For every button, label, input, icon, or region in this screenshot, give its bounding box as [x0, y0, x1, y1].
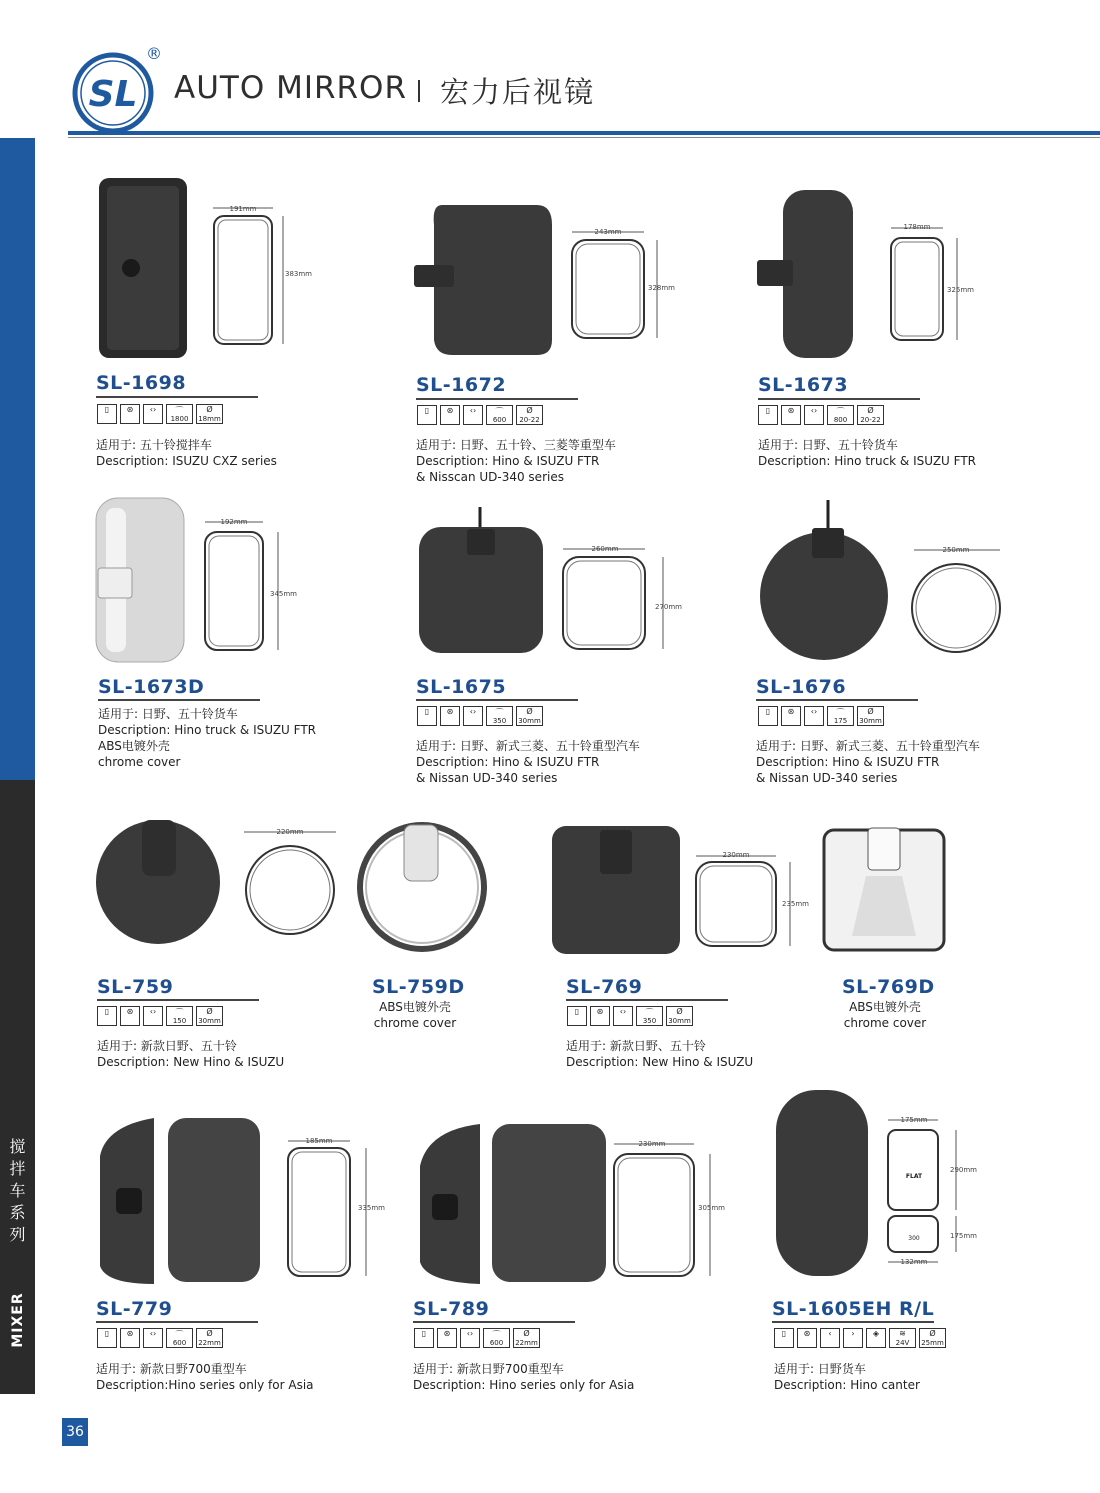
description-sl-759d: ABS电镀外壳 chrome cover	[373, 1000, 457, 1030]
right-arrow-icon: ›	[843, 1328, 863, 1348]
dim-height-sl-1698: 383mm	[285, 270, 312, 278]
description-sl-779: 适用于: 新款日野700重型车 Description:Hino series only for Asia	[96, 1362, 314, 1392]
description-sl-769d: ABS电镀外壳 chrome cover	[843, 1000, 927, 1030]
mirror-image-sl-779	[96, 1116, 396, 1286]
curvature-icon: ⌒ 600	[486, 405, 513, 425]
sidebar-category-en: MIXER	[10, 1292, 26, 1348]
description-sl-1675: 适用于: 日野、新式三菱、五十铃重型汽车 Description: Hino & ISUZU FTR & Nissan UD-340 series	[416, 739, 640, 785]
mirror-face-icon: ▯	[567, 1006, 587, 1026]
model-underline	[416, 398, 578, 400]
steering-icon: ⊛	[781, 706, 801, 726]
spec-icons-sl-1675	[417, 706, 543, 726]
description-sl-759: 适用于: 新款日野、五十铃 Description: New Hino & ISUZU	[97, 1039, 285, 1069]
mirror-face-icon: ▯	[414, 1328, 434, 1348]
sidebar-char: 车	[9, 1181, 26, 1200]
mirror-face-icon: ▯	[417, 405, 437, 425]
dim-width-sl-769: 230mm	[722, 851, 750, 859]
mirror-image-sl-1605eh	[774, 1088, 994, 1280]
registered-mark: ®	[146, 44, 162, 63]
model-underline	[97, 999, 259, 1001]
mirror-image-sl-1675	[415, 505, 685, 657]
diameter-icon: Ø 30mm	[196, 1006, 223, 1026]
model-sl-759: SL-759	[97, 976, 174, 998]
steering-icon: ⊛	[440, 405, 460, 425]
model-underline	[96, 396, 258, 398]
adjust-arrows-icon: ‹›	[460, 1328, 480, 1348]
model-sl-1676: SL-1676	[756, 676, 847, 698]
spec-icons-sl-1672	[417, 405, 543, 425]
mirror-image-sl-1676	[760, 498, 1010, 666]
curvature-icon: ⌒ 350	[636, 1006, 663, 1026]
dim-width-sl-1673: 178mm	[903, 223, 931, 231]
adjust-arrows-icon: ‹›	[613, 1006, 633, 1026]
model-underline	[413, 1321, 575, 1323]
description-sl-789: 适用于: 新款日野700重型车 Description: Hino series only for Asia	[413, 1362, 635, 1392]
steering-icon: ⊛	[120, 1006, 140, 1026]
dim-width-sl-779: 185mm	[305, 1137, 333, 1145]
adjust-arrows-icon: ‹›	[143, 404, 163, 424]
dim-height-sl-1673: 325mm	[947, 286, 974, 294]
steering-icon: ⊛	[120, 404, 140, 424]
diameter-icon: Ø 30mm	[857, 706, 884, 726]
model-sl-769d: SL-769D	[842, 976, 935, 998]
model-sl-1675: SL-1675	[416, 676, 507, 698]
dim-width-bottom: 132mm	[900, 1258, 928, 1266]
mirror-image-sl-759	[96, 818, 346, 948]
mirror-face-icon: ▯	[758, 405, 778, 425]
header-rule	[68, 131, 1100, 135]
dim-height-sl-1672: 328mm	[648, 284, 675, 292]
header-rule-thin	[68, 137, 1100, 138]
left-arrow-icon: ‹	[820, 1328, 840, 1348]
logo-text: SL	[88, 74, 138, 115]
diameter-icon: Ø 25mm	[919, 1328, 946, 1348]
model-underline	[772, 1321, 934, 1323]
curvature-icon: ⌒ 150	[166, 1006, 193, 1026]
brand-en: AUTO MIRROR	[174, 70, 407, 106]
adjust-arrows-icon: ‹›	[804, 706, 824, 726]
model-sl-759d: SL-759D	[372, 976, 465, 998]
model-underline	[756, 699, 918, 701]
spec-icons-sl-1605eh	[774, 1328, 946, 1348]
mirror-image-sl-759d	[352, 823, 494, 953]
mirror-face-icon: ▯	[97, 404, 117, 424]
model-underline	[416, 699, 578, 701]
mirror-image-sl-1673d	[92, 496, 312, 666]
diameter-icon: Ø 30mm	[516, 706, 543, 726]
dim-height-sl-779: 335mm	[358, 1204, 385, 1212]
mirror-image-sl-1672	[412, 200, 682, 360]
model-sl-779: SL-779	[96, 1298, 173, 1320]
dim-diameter-sl-1676: 250mm	[942, 546, 970, 554]
dim-width-sl-1673d: 192mm	[220, 518, 248, 526]
description-sl-1676: 适用于: 日野、新式三菱、五十铃重型汽车 Description: Hino & ISUZU FTR & Nissan UD-340 series	[756, 739, 980, 785]
model-sl-1673d: SL-1673D	[98, 676, 205, 698]
flat-label: FLAT	[905, 1173, 923, 1180]
steering-icon: ⊛	[440, 706, 460, 726]
model-underline	[758, 398, 920, 400]
model-sl-1605eh: SL-1605EH R/L	[772, 1298, 935, 1320]
diameter-icon: Ø 22mm	[513, 1328, 540, 1348]
dim-width-sl-1672: 243mm	[594, 228, 622, 236]
spec-icons-sl-779	[97, 1328, 223, 1348]
heater-icon: ≋ 24V	[889, 1328, 916, 1348]
mirror-face-icon: ▯	[774, 1328, 794, 1348]
dim-height-top: 290mm	[950, 1166, 977, 1174]
sidebar-char: 系	[9, 1203, 26, 1222]
brand-separator	[418, 80, 420, 102]
power-adjust-icon: ◈	[866, 1328, 886, 1348]
model-sl-1673: SL-1673	[758, 374, 849, 396]
dim-diameter-sl-759: 220mm	[276, 828, 304, 836]
diameter-icon: Ø 18mm	[196, 404, 223, 424]
model-sl-789: SL-789	[413, 1298, 490, 1320]
steering-icon: ⊛	[590, 1006, 610, 1026]
spec-icons-sl-759	[97, 1006, 223, 1026]
model-sl-1672: SL-1672	[416, 374, 507, 396]
diameter-icon: Ø 20-22	[516, 405, 543, 425]
curve-label: 300	[908, 1235, 920, 1242]
curvature-icon: ⌒ 350	[486, 706, 513, 726]
curvature-icon: ⌒ 600	[483, 1328, 510, 1348]
diameter-icon: Ø 22mm	[196, 1328, 223, 1348]
mirror-face-icon: ▯	[97, 1006, 117, 1026]
spec-icons-sl-1698	[97, 404, 223, 424]
dim-height-sl-789: 305mm	[698, 1204, 725, 1212]
description-sl-1673: 适用于: 日野、五十铃货车 Description: Hino truck & ISUZU FTR	[758, 438, 977, 468]
model-underline	[566, 999, 728, 1001]
model-sl-769: SL-769	[566, 976, 643, 998]
diameter-icon: Ø 20-22	[857, 405, 884, 425]
sidebar-blue-bar	[0, 138, 35, 780]
spec-icons-sl-1673	[758, 405, 884, 425]
description-sl-1672: 适用于: 日野、五十铃、三菱等重型车 Description: Hino & ISUZU FTR & Nisscan UD-340 series	[416, 438, 616, 484]
brand-cn: 宏力后视镜	[440, 75, 596, 109]
dim-width-sl-1675: 260mm	[591, 545, 619, 553]
adjust-arrows-icon: ‹›	[463, 706, 483, 726]
dim-height-bottom: 175mm	[950, 1232, 977, 1240]
spec-icons-sl-789	[414, 1328, 540, 1348]
mirror-image-sl-789	[414, 1122, 734, 1286]
steering-icon: ⊛	[797, 1328, 817, 1348]
dim-height-sl-769: 235mm	[782, 900, 809, 908]
mirror-image-sl-769d	[822, 826, 948, 954]
dim-width-top: 175mm	[900, 1116, 928, 1124]
adjust-arrows-icon: ‹›	[463, 405, 483, 425]
dim-width-sl-789: 230mm	[638, 1140, 666, 1148]
curvature-icon: ⌒ 1800	[166, 404, 193, 424]
curvature-icon: ⌒ 175	[827, 706, 854, 726]
diameter-icon: Ø 30mm	[666, 1006, 693, 1026]
mirror-image-sl-1698	[95, 176, 312, 360]
description-sl-769: 适用于: 新款日野、五十铃 Description: New Hino & ISUZU	[566, 1039, 754, 1069]
mirror-image-sl-1673	[755, 188, 985, 360]
curvature-icon: ⌒ 800	[827, 405, 854, 425]
mirror-face-icon: ▯	[97, 1328, 117, 1348]
steering-icon: ⊛	[781, 405, 801, 425]
dim-height-sl-1675: 270mm	[655, 603, 682, 611]
sl-logo	[72, 52, 154, 134]
description-sl-1605eh: 适用于: 日野货车 Description: Hino canter	[774, 1362, 920, 1392]
dim-height-sl-1673d: 345mm	[270, 590, 297, 598]
mirror-face-icon: ▯	[758, 706, 778, 726]
sidebar-char: 搅	[9, 1137, 26, 1156]
description-sl-1673d: 适用于: 日野、五十铃货车 Description: Hino truck & ISUZU FTR ABS电镀外壳 chrome cover	[98, 707, 317, 769]
sidebar-char: 拌	[9, 1159, 26, 1178]
steering-icon: ⊛	[437, 1328, 457, 1348]
model-underline	[96, 1321, 258, 1323]
sidebar-category-cn	[0, 1136, 35, 1246]
adjust-arrows-icon: ‹›	[143, 1328, 163, 1348]
model-underline	[98, 699, 260, 701]
spec-icons-sl-769	[567, 1006, 693, 1026]
adjust-arrows-icon: ‹›	[804, 405, 824, 425]
curvature-icon: ⌒ 600	[166, 1328, 193, 1348]
steering-icon: ⊛	[120, 1328, 140, 1348]
model-sl-1698: SL-1698	[96, 372, 187, 394]
page-number: 36	[62, 1418, 88, 1446]
description-sl-1698: 适用于: 五十铃搅拌车 Description: ISUZU CXZ series	[96, 438, 277, 468]
mirror-face-icon: ▯	[417, 706, 437, 726]
adjust-arrows-icon: ‹›	[143, 1006, 163, 1026]
sidebar-char: 列	[9, 1225, 26, 1244]
spec-icons-sl-1676	[758, 706, 884, 726]
dim-width-sl-1698: 191mm	[229, 205, 257, 213]
mirror-image-sl-769	[550, 824, 820, 956]
